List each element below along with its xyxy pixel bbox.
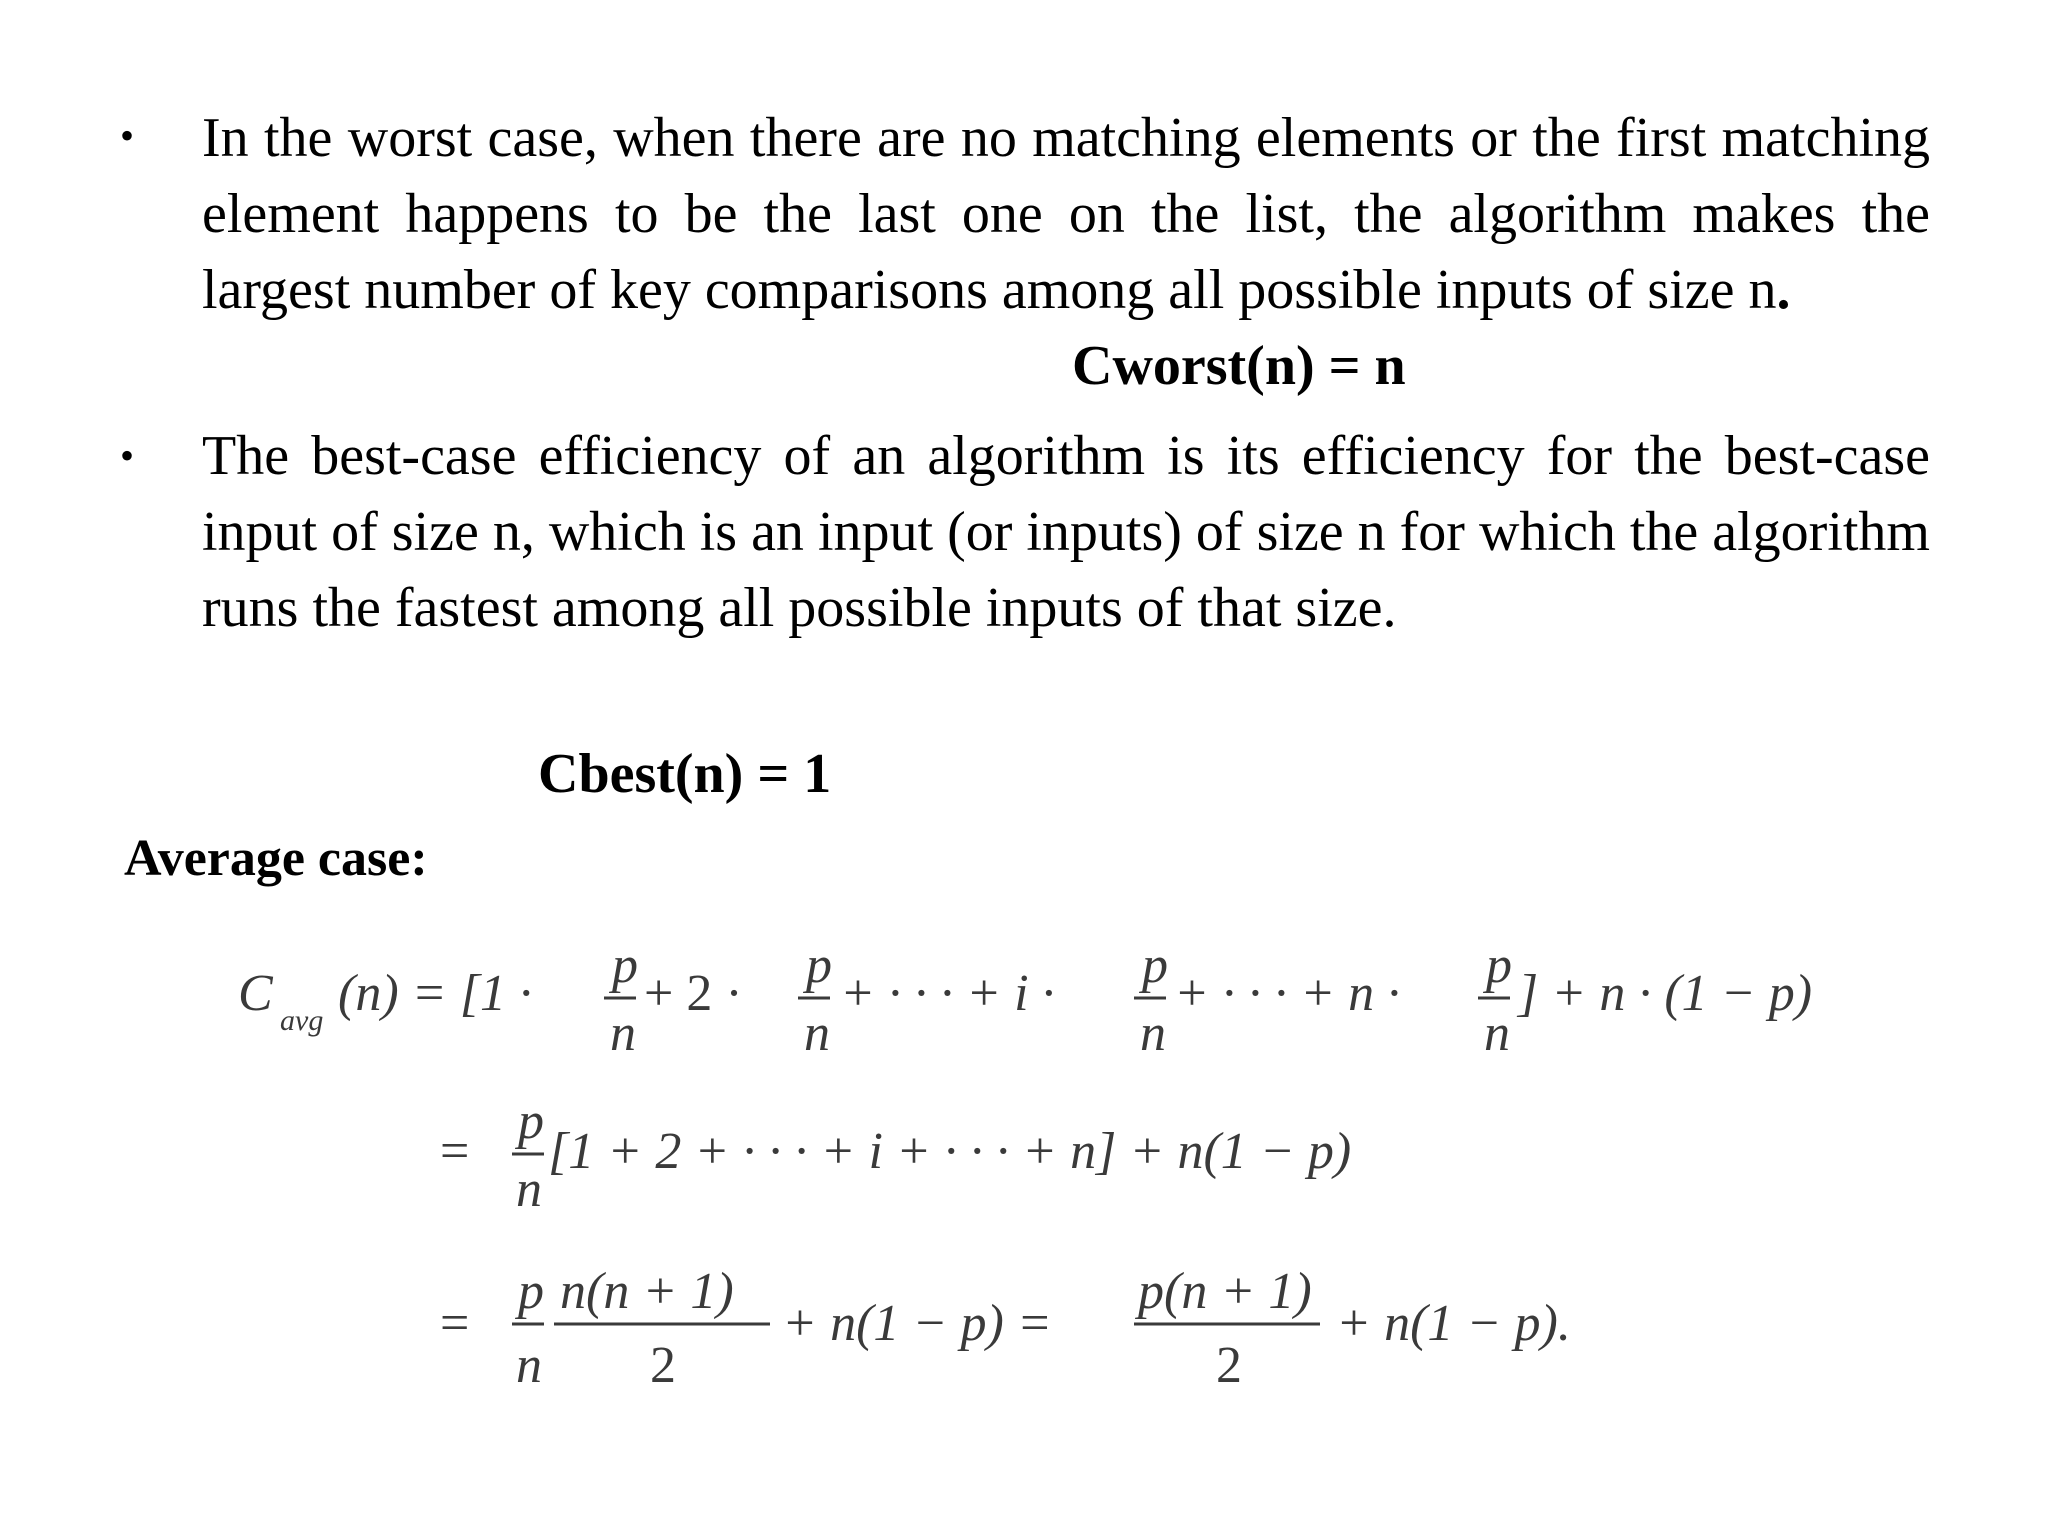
frac4-den: n	[1484, 1005, 1510, 1062]
avg-subscript: avg	[280, 1004, 324, 1037]
line2-frac-den: n	[516, 1161, 542, 1218]
line3-frac1-den: n	[516, 1337, 542, 1394]
line3-eq: =	[440, 1295, 470, 1352]
derivation-line-1	[238, 937, 1812, 1062]
line2-eq: =	[440, 1123, 470, 1180]
line1-term5: ] + n · (1 − p)	[1518, 965, 1813, 1022]
line2-frac-num: p	[518, 1093, 544, 1150]
best-case-formula: Cbest(n) = 1	[538, 743, 832, 805]
line1-arg: (n) = [1 ·	[338, 965, 532, 1022]
line3-frac1-num: p	[518, 1263, 544, 1320]
worst-case-text-end: .	[1776, 259, 1791, 321]
line3-frac3-num: p(n + 1)	[1138, 1263, 1312, 1320]
line1-term2: + 2 ·	[644, 965, 743, 1022]
line3-end: + n(1 − p).	[1336, 1295, 1571, 1352]
line3-frac2-den: 2	[650, 1337, 676, 1394]
line3-frac2-num: n(n + 1)	[560, 1263, 734, 1320]
worst-case-paragraph	[202, 100, 1930, 328]
frac3-num: p	[1142, 937, 1168, 994]
frac2-num: p	[806, 937, 832, 994]
derivation-line-2	[440, 1093, 1351, 1218]
line1-term4: + · · · + n ·	[1174, 965, 1401, 1022]
average-case-derivation	[230, 930, 1890, 1430]
frac2-den: n	[804, 1005, 830, 1062]
derivation-line-3	[440, 1263, 1571, 1394]
line1-term3: + · · · + i ·	[840, 965, 1055, 1022]
c-symbol: C	[238, 965, 273, 1022]
line3-mid: + n(1 − p) =	[782, 1295, 1052, 1352]
frac3-den: n	[1140, 1005, 1166, 1062]
line2-rest: [1 + 2 + · · · + i + · · · + n] + n(1 − p)	[548, 1123, 1352, 1180]
line3-frac3-den: 2	[1216, 1337, 1242, 1394]
bullet-marker: •	[120, 433, 135, 478]
frac1-den: n	[610, 1005, 636, 1062]
worst-case-formula: Cworst(n) = n	[1072, 335, 1406, 397]
frac1-num: p	[612, 937, 638, 994]
worst-case-text: In the worst case, when there are no matching elements or the first matching element happens to be the last one on the list, the algorithm makes the largest number of key comparisons among all possible inputs of size n	[202, 107, 1930, 321]
average-case-label: Average case:	[124, 830, 428, 887]
bullet-marker: •	[120, 113, 135, 158]
best-case-paragraph: The best-case efficiency of an algorithm is its efficiency for the best-case input of size n, which is an input (or inputs) of size n for which the algorithm runs the fastest among all possible inputs of that size.	[202, 425, 1930, 639]
frac4-num: p	[1486, 937, 1512, 994]
